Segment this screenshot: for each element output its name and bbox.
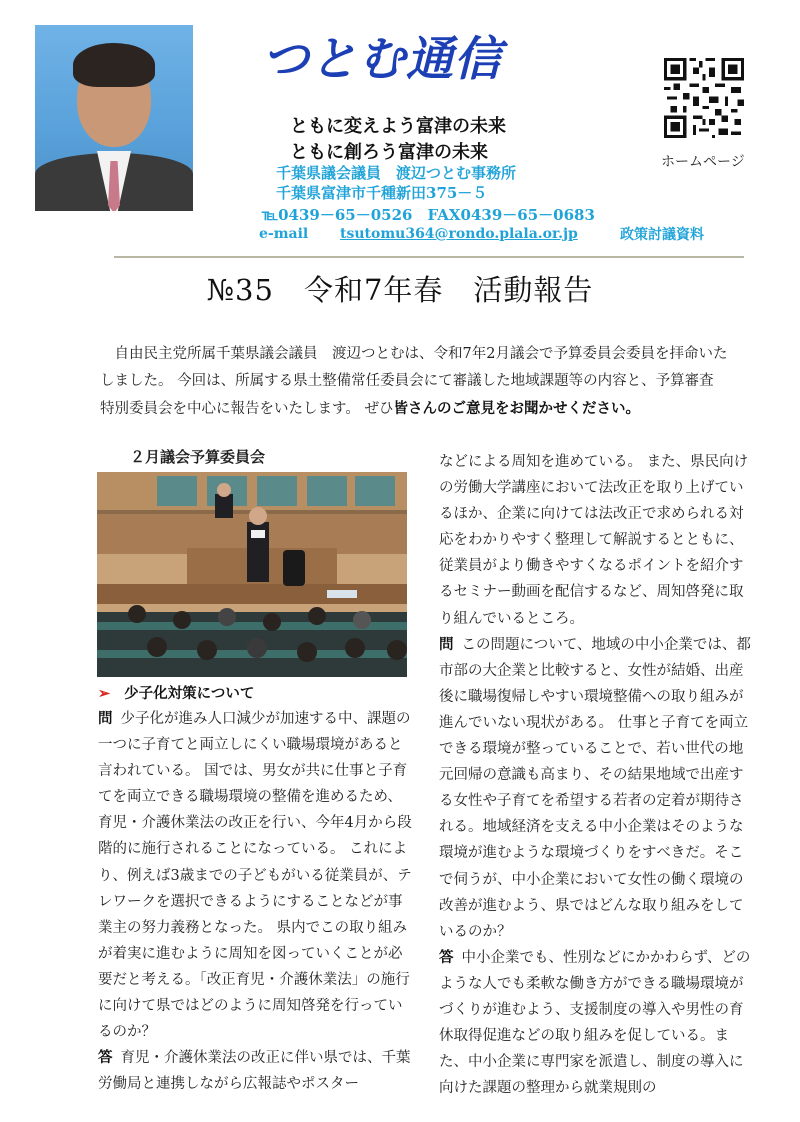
qr-caption: ホームページ <box>661 154 745 170</box>
question-1 <box>98 706 414 1045</box>
issue-title: №35 令和7年春 活動報告 <box>206 273 594 307</box>
answer-marker: 答 <box>98 1049 113 1067</box>
question-2 <box>439 632 757 945</box>
office-address: 千葉県富津市千種新田375－５ <box>276 184 488 202</box>
email-link[interactable]: tsutomu364@rondo.plala.or.jp <box>340 226 578 242</box>
answer-marker: 答 <box>439 948 454 966</box>
tagline-1: ともに変えよう富津の未来 <box>290 116 506 137</box>
policy-note: 政策討議資料 <box>620 227 704 243</box>
header-divider <box>114 256 744 258</box>
email-label: e-mail <box>259 226 309 242</box>
section-heading-text: 少子化対策について <box>124 685 255 702</box>
answer-1-continued: などによる周知を進めている。 また、県民向けの労働大学講座において法改正を取り上げているほか、企業に向けては法改正で求められる対応をわかりやすく整理して解説するとともに、従業員がより働きやすくなるポイントを紹介するセミナー動画を配信するなど、周知啓発に取り組んでいるところ。 <box>439 454 749 627</box>
newsletter-logo: つとむ通信 <box>262 32 502 87</box>
right-column <box>439 449 757 1101</box>
portrait-photo <box>35 25 193 211</box>
tagline-2: ともに創ろう富津の未来 <box>290 142 488 163</box>
portrait-hair <box>73 43 155 87</box>
question-marker: 問 <box>98 710 113 727</box>
intro-paragraph <box>100 341 728 423</box>
arrow-bullet-icon: ➢ <box>98 685 111 702</box>
intro-text: 自由民主党所属千葉県議会議員 渡辺つとむは、令和7年2月議会で予算委員会委員を拝命いたしました。 今回は、所属する県土整備常任委員会にて審議した地域課題等の内容と、予算審査特別委員会を中心に報告をいたします。 ぜひ <box>100 346 728 417</box>
answer-1 <box>98 1045 414 1097</box>
phone-fax: ℡0439－65－0526 FAX0439－65－0683 <box>262 206 595 224</box>
answer-2 <box>439 945 757 1102</box>
question-marker: 問 <box>439 635 454 653</box>
left-column <box>98 706 414 1097</box>
office-name: 千葉県議会議員 渡辺つとむ事務所 <box>276 164 517 182</box>
photo-caption: ２月議会予算委員会 <box>130 448 266 466</box>
homepage-qr-code[interactable] <box>664 58 744 138</box>
email-row <box>259 226 578 242</box>
answer-1-text: 育児・介護休業法の改正に伴い県では、千葉労働局と連携しながら広報誌やポスター <box>98 1050 411 1093</box>
question-2-text: この問題について、地域の中小企業では、都市部の大企業と比較すると、女性が結婚、出産後に職場復帰しやすい環境整備への取り組みが進んでいない現状がある。 仕事と子育てを両立できる環境が整っていることで、若い世代の地元回帰の意識も高まり、その結果地域で出産する女性や子育てを希望する若者の定着が期待される。地域経済を支える中小企業はそのような環境が進むような環境づくりをすべきだ。そこで伺うが、中小企業において女性の働く環境の改善が進むよう、県ではどんな取り組みをしているのか？ <box>439 636 751 940</box>
question-1-text: 少子化が進み人口減少が加速する中、課題の一つに子育てと両立しにくい職場環境があると言われている。 国では、男女が共に仕事と子育てを両立できる職場環境の整備を進めるため、育児・介護休業法の改正を行い、今年4月から段階的に施行されることになっている。 これにより、例えば3歳までの子どもがいる従業員が、テレワークを選択できるようにすることなどが事業主の努力義務となった。 県内でこの取り組みが着実に進むように周知を図っていくことが必要だと考える。「改正育児・介護休業法」の施行に向けて県ではどのように周知啓発を行っているのか？ <box>98 711 412 1041</box>
section-heading <box>98 682 254 703</box>
intro-emphasis: 皆さんのご意見をお聞かせください。 <box>393 400 640 417</box>
assembly-photo <box>97 472 407 677</box>
answer-2-text: 中小企業でも、性別などにかかわらず、どのような人でも柔軟な働き方ができる職場環境がづくりが進むよう、支援制度の導入や男性の育休取得促進などの取り組みを促している。また、中小企業に専門家を派遣し、制度の導入に向けた課題の整理から就業規則の <box>439 949 751 1097</box>
